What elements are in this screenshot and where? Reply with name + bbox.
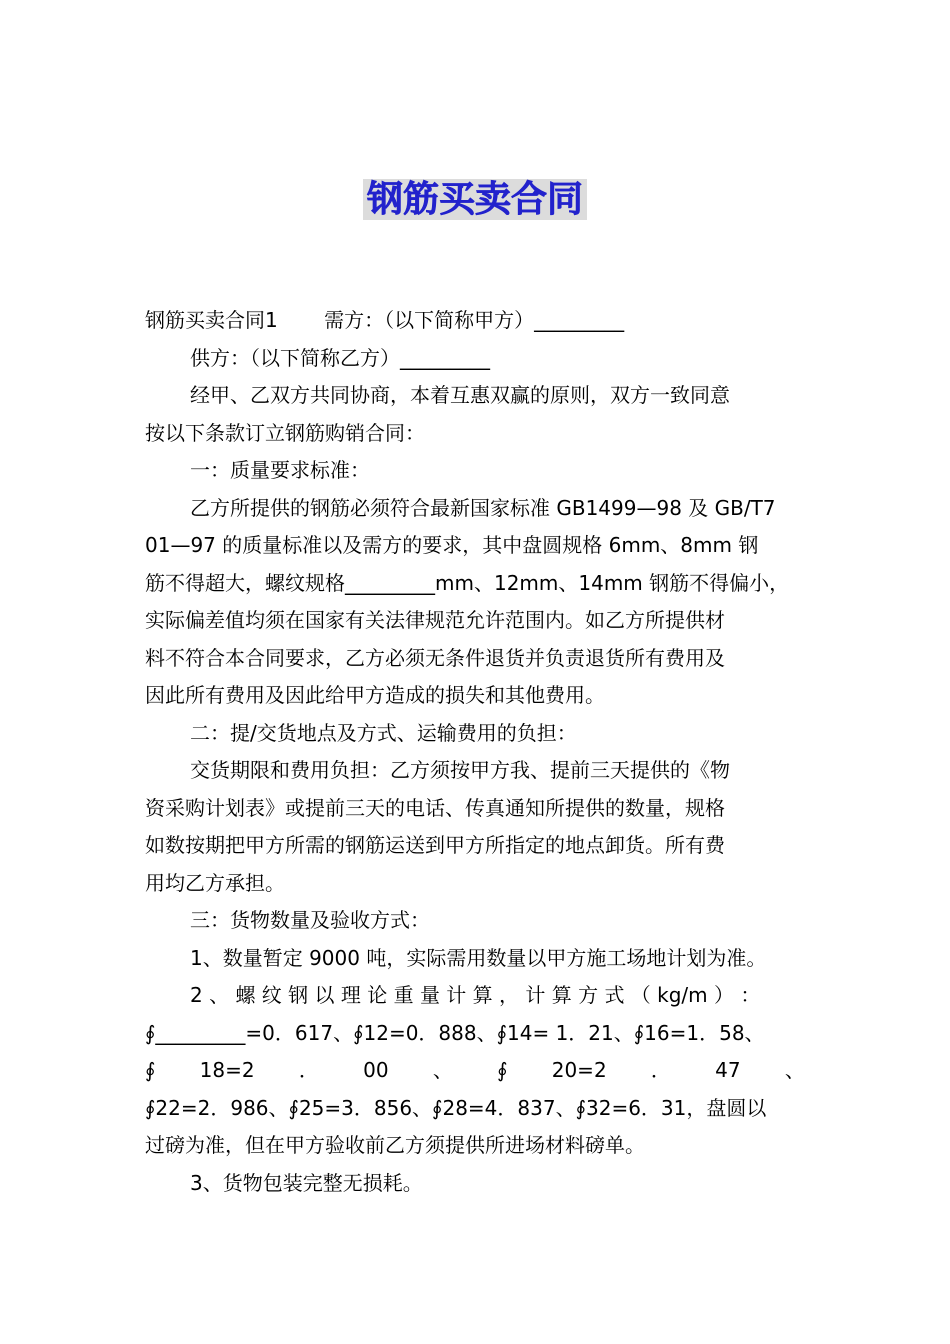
line-token: 47 [715, 1058, 741, 1082]
paragraph-line: 钢筋买卖合同1 需方：（以下简称甲方）_________ [145, 308, 625, 332]
contract-body [145, 302, 805, 1202]
paragraph-line: 1、数量暂定 9000 吨，实际需用数量以甲方施工场地计划为准。 [190, 945, 767, 970]
paragraph-line: 3、货物包装完整无损耗。 [190, 1170, 423, 1195]
document-title: 钢筋买卖合同 [0, 176, 950, 224]
paragraph-line: 经甲、乙双方共同协商，本着互惠双赢的原则，双方一致同意 [190, 383, 730, 407]
paragraph-line: 如数按期把甲方所需的钢筋运送到甲方所指定的地点卸货。所有费 [145, 833, 725, 857]
paragraph-line: 乙方所提供的钢筋必须符合最新国家标准 GB1499—98 及 GB/T7 [190, 495, 776, 520]
paragraph-line: 用均乙方承担。 [145, 870, 285, 895]
section-heading: 一：质量要求标准： [190, 458, 370, 482]
line-token: 、 [432, 1058, 453, 1082]
line-token: ∮ [145, 1058, 156, 1082]
paragraph-line: 01—97 的质量标准以及需方的要求，其中盘圆规格 6mm、8mm 钢 [145, 533, 759, 557]
paragraph-line: 交货期限和费用负担：乙方须按甲方我、提前三天提供的《物 [190, 758, 730, 782]
line-token: ． [650, 1058, 671, 1082]
paragraph-line: 按以下条款订立钢筋购销合同： [145, 420, 425, 445]
line-token: 、 [784, 1058, 805, 1082]
paragraph-line: ∮22=2．986、∮25=3．856、∮28=4．837、∮32=6．31，盘圆以 [145, 1095, 767, 1120]
line-token: 20=2 [551, 1058, 607, 1082]
line-token: ∮ [497, 1058, 508, 1082]
section-heading: 二：提/交货地点及方式、运输费用的负担： [190, 720, 577, 745]
paragraph-line: 料不符合本合同要求，乙方必须无条件退货并负责退货所有费用及 [145, 645, 725, 670]
justified-line [145, 1052, 805, 1090]
line-token: 18=2 [199, 1058, 255, 1082]
paragraph-line: 筋不得超大，螺纹规格_________mm、12mm、14mm 钢筋不得偏小， [145, 570, 790, 595]
line-token: ． [298, 1058, 319, 1082]
paragraph-line: 供方：（以下简称乙方）_________ [190, 345, 490, 370]
paragraph-line: ∮_________=0．617、∮12=0．888、∮14= 1．21、∮16=1．58、 [145, 1020, 765, 1045]
paragraph-line: 因此所有费用及因此给甲方造成的损失和其他费用。 [145, 683, 605, 707]
paragraph-line: 实际偏差值均须在国家有关法律规范允许范围内。如乙方所提供材 [145, 608, 725, 632]
section-heading: 三：货物数量及验收方式： [190, 908, 430, 932]
line-token: 00 [363, 1058, 389, 1082]
paragraph-line: 2 、 螺 纹 钢 以 理 论 重 量 计 算 ， 计 算 方 式 （ kg/m ） ： [190, 983, 761, 1007]
paragraph-line: 过磅为准，但在甲方验收前乙方须提供所进场材料磅单。 [145, 1133, 645, 1157]
paragraph-line: 资采购计划表》或提前三天的电话、传真通知所提供的数量，规格 [145, 795, 725, 820]
